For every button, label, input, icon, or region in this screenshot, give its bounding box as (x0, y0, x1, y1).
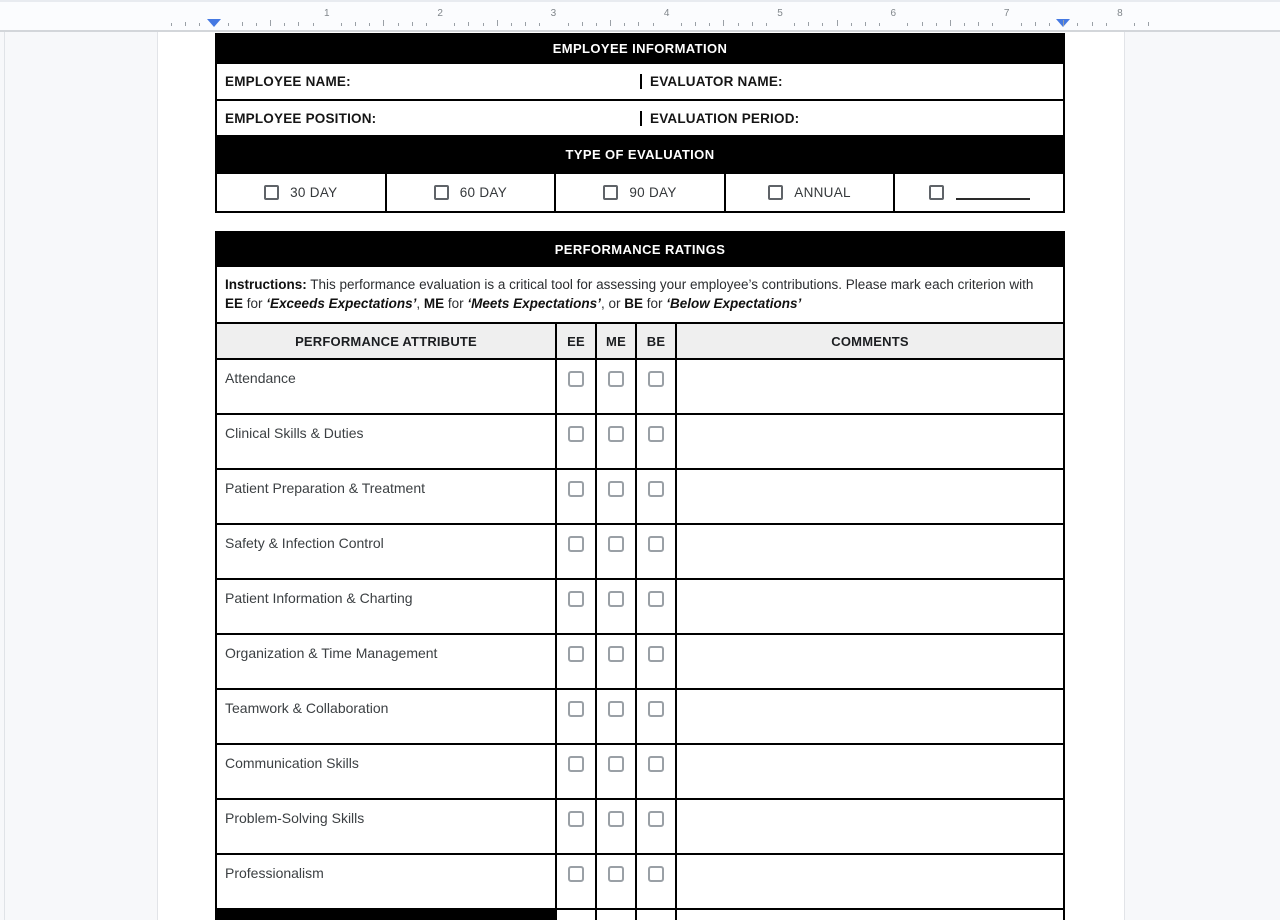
rating-cell-me (595, 525, 635, 578)
employee-position-label: EMPLOYEE POSITION: (225, 110, 377, 126)
rating-cell-ee (555, 470, 595, 523)
instructions-segment: ‘Exceeds Expectations’ (266, 296, 417, 311)
partial-cell-comments (675, 910, 1063, 920)
type-option-cell[interactable] (893, 174, 1063, 211)
rating-cell-ee (555, 800, 595, 853)
rating-cell-me (595, 360, 635, 413)
employee-name-label: EMPLOYEE NAME: (225, 74, 351, 89)
ruler-tick (525, 22, 526, 26)
performance-ratings-table (215, 231, 1065, 920)
attribute-row (217, 688, 1063, 743)
rating-cell-be (635, 745, 675, 798)
next-section-header-bar (217, 910, 555, 920)
checkbox[interactable] (434, 185, 449, 200)
employee-info-table (215, 33, 1065, 213)
checkbox-be[interactable] (648, 591, 664, 607)
ruler-tick (978, 22, 979, 26)
ruler-tick (483, 23, 484, 26)
attribute-label[interactable]: Clinical Skills & Duties (225, 425, 364, 441)
ruler-number: 8 (1117, 8, 1123, 19)
ruler-tick (497, 20, 498, 26)
column-header-me: ME (595, 324, 635, 358)
ruler-tick (879, 23, 880, 26)
ruler-tick (950, 20, 951, 26)
checkbox-ee[interactable] (568, 591, 584, 607)
performance-ratings-header: PERFORMANCE RATINGS (217, 233, 1063, 265)
checkbox-ee[interactable] (568, 701, 584, 717)
evaluation-period-cell[interactable] (640, 111, 1063, 126)
ruler-tick (313, 23, 314, 26)
ruler-tick (1021, 23, 1022, 26)
rating-cell-ee (555, 580, 595, 633)
partial-cell-ee (555, 910, 595, 920)
attribute-row (217, 413, 1063, 468)
ruler-tick (185, 22, 186, 26)
checkbox[interactable] (264, 185, 279, 200)
attribute-label[interactable]: Organization & Time Management (225, 645, 438, 661)
type-option-cell[interactable] (385, 174, 555, 211)
comments-cell[interactable] (675, 470, 1063, 523)
ruler-tick (964, 23, 965, 26)
comments-cell[interactable] (675, 580, 1063, 633)
checkbox-be[interactable] (648, 701, 664, 717)
ruler-tick (766, 23, 767, 26)
instructions-segment: This performance evaluation is a critical tool for assessing your employee’s contributions. Please mark each criterion with (306, 277, 1034, 292)
rating-cell-be (635, 855, 675, 908)
ruler-tick (723, 20, 724, 26)
ruler-tick (568, 23, 569, 26)
type-options-row (217, 172, 1063, 211)
ruler-number: 4 (663, 8, 670, 19)
ruler-tick (539, 23, 540, 26)
ruler-tick (242, 22, 243, 26)
ruler-tick (468, 22, 469, 26)
ruler-tick (822, 23, 823, 26)
column-header-attribute: PERFORMANCE ATTRIBUTE (295, 333, 477, 349)
ruler-tick (851, 23, 852, 26)
checkbox-be[interactable] (648, 866, 664, 882)
rating-cell-be (635, 525, 675, 578)
ruler-tick (681, 23, 682, 26)
ruler-tick (1134, 23, 1135, 26)
instructions-segment: ME (423, 296, 445, 311)
checkbox-me[interactable] (608, 481, 624, 497)
ruler-tick (922, 22, 923, 26)
type-of-evaluation-header: TYPE OF EVALUATION (217, 135, 1063, 172)
ruler-tick (284, 23, 285, 26)
checkbox-ee[interactable] (568, 371, 584, 387)
type-option-label: 60 DAY (459, 185, 508, 200)
instructions-segment: Instructions: (225, 277, 307, 292)
rating-cell-me (595, 855, 635, 908)
type-option-cell[interactable] (724, 174, 894, 211)
ruler-tick (865, 22, 866, 26)
evaluation-period-label: EVALUATION PERIOD: (650, 110, 800, 126)
rating-cell-me (595, 745, 635, 798)
ruler-tick (709, 23, 710, 26)
ruler-tick (398, 23, 399, 26)
instructions-segment: BE (624, 296, 643, 311)
rating-cell-be (635, 690, 675, 743)
column-header-be: BE (635, 324, 675, 358)
comments-cell[interactable] (675, 745, 1063, 798)
rating-cell-me (595, 635, 635, 688)
instructions-segment: , (416, 296, 424, 311)
type-option-label: ANNUAL (794, 185, 851, 200)
employee-position-cell[interactable] (217, 111, 640, 126)
ruler-tick (794, 23, 795, 26)
rating-cell-be (635, 415, 675, 468)
ruler-number: 2 (437, 8, 443, 19)
ruler-tick (412, 22, 413, 26)
rating-cell-ee (555, 855, 595, 908)
left-indent-marker[interactable] (207, 19, 221, 27)
blank-write-in-line[interactable] (956, 185, 1030, 200)
ruler-tick (383, 20, 384, 26)
checkbox-be[interactable] (648, 646, 664, 662)
rating-cell-ee (555, 690, 595, 743)
attribute-label[interactable]: Professionalism (225, 865, 324, 881)
checkbox-be[interactable] (648, 536, 664, 552)
instructions-text[interactable] (217, 265, 1063, 322)
attribute-row (217, 578, 1063, 633)
comments-cell[interactable] (675, 635, 1063, 688)
ruler-tick (837, 20, 838, 26)
rating-cell-ee (555, 360, 595, 413)
rating-cell-be (635, 800, 675, 853)
evaluator-name-cell[interactable] (640, 74, 1063, 89)
viewport-left-line (4, 32, 5, 920)
ruler-tick (511, 23, 512, 26)
ruler-number: 7 (1003, 8, 1010, 19)
type-option-cell[interactable] (217, 174, 385, 211)
partial-cell-me (595, 910, 635, 920)
ruler-tick (936, 23, 937, 26)
instructions-segment: for (642, 296, 667, 311)
employee-info-header: EMPLOYEE INFORMATION (217, 35, 1063, 62)
ratings-column-header-row (217, 322, 1063, 358)
ruler-tick (992, 23, 993, 26)
partial-cell-be (635, 910, 675, 920)
checkbox-be[interactable] (648, 756, 664, 772)
ruler-tick (738, 23, 739, 26)
attribute-label[interactable]: Patient Information & Charting (225, 590, 413, 606)
checkbox-me[interactable] (608, 701, 624, 717)
ruler-tick (653, 23, 654, 26)
ruler-tick (752, 22, 753, 26)
ruler-tick (270, 20, 271, 26)
checkbox-ee[interactable] (568, 481, 584, 497)
toolbar-edge (0, 0, 1280, 32)
instructions-segment: for (444, 296, 468, 311)
ruler-tick (454, 23, 455, 26)
document-page[interactable] (157, 32, 1125, 920)
ruler-tick (355, 22, 356, 26)
checkbox-me[interactable] (608, 756, 624, 772)
checkbox-me[interactable] (608, 866, 624, 882)
checkbox-me[interactable] (608, 811, 624, 827)
checkbox-be[interactable] (648, 811, 664, 827)
type-option-label: 90 DAY (629, 185, 677, 200)
ruler-tick (1049, 23, 1050, 26)
rating-cell-me (595, 580, 635, 633)
rating-cell-be (635, 635, 675, 688)
ruler-tick (1077, 23, 1078, 26)
rating-cell-be (635, 580, 675, 633)
rating-cell-me (595, 415, 635, 468)
ruler-tick (298, 22, 299, 26)
ruler-tick (199, 23, 200, 26)
rating-cell-me (595, 800, 635, 853)
rating-cell-me (595, 690, 635, 743)
rating-cell-ee (555, 745, 595, 798)
attribute-label[interactable]: Teamwork & Collaboration (225, 700, 389, 716)
checkbox[interactable] (603, 185, 618, 200)
checkbox-ee[interactable] (568, 811, 584, 827)
ruler-tick (907, 23, 908, 26)
ruler-tick (596, 23, 597, 26)
ruler-tick (171, 23, 172, 26)
attribute-label[interactable]: Communication Skills (225, 755, 359, 771)
type-option-label: 30 DAY (290, 185, 338, 200)
checkbox-be[interactable] (648, 481, 664, 497)
evaluator-name-label: EVALUATOR NAME: (650, 74, 783, 89)
checkbox-be[interactable] (648, 371, 664, 387)
ruler-tick (369, 23, 370, 26)
attribute-row (217, 853, 1063, 908)
comments-cell[interactable] (675, 415, 1063, 468)
ruler-tick (1148, 22, 1149, 26)
instructions-segment: for (243, 296, 267, 311)
column-header-comments: COMMENTS (675, 324, 1063, 358)
rating-cell-be (635, 360, 675, 413)
ruler (0, 0, 1280, 30)
attribute-row (217, 633, 1063, 688)
ruler-tick (1035, 22, 1036, 26)
checkbox-me[interactable] (608, 591, 624, 607)
ruler-number: 5 (777, 8, 783, 19)
column-header-ee: EE (555, 324, 595, 358)
rating-cell-ee (555, 415, 595, 468)
checkbox-ee[interactable] (568, 536, 584, 552)
checkbox-ee[interactable] (568, 646, 584, 662)
ruler-tick (1106, 23, 1107, 26)
rating-cell-me (595, 470, 635, 523)
employee-name-cell[interactable] (217, 74, 640, 89)
instructions-segment: EE (225, 296, 244, 311)
ruler-tick (228, 23, 229, 26)
checkbox[interactable] (768, 185, 783, 200)
ruler-tick (256, 23, 257, 26)
attribute-row (217, 523, 1063, 578)
ruler-tick (1063, 20, 1064, 26)
attribute-row (217, 798, 1063, 853)
rating-cell-ee (555, 635, 595, 688)
type-option-cell[interactable] (554, 174, 724, 211)
checkbox[interactable] (929, 185, 944, 200)
instructions-segment: , or (600, 296, 625, 311)
ruler-tick (695, 22, 696, 26)
ratings-rows (217, 358, 1063, 908)
ruler-tick (610, 20, 611, 26)
comments-cell[interactable] (675, 855, 1063, 908)
ruler-tick (341, 23, 342, 26)
checkbox-ee[interactable] (568, 756, 584, 772)
attribute-row (217, 358, 1063, 413)
attribute-label[interactable]: Patient Preparation & Treatment (225, 480, 425, 496)
checkbox-ee[interactable] (568, 866, 584, 882)
ruler-tick (426, 23, 427, 26)
instructions-segment: ‘Meets Expectations’ (467, 296, 601, 311)
ruler-tick (638, 22, 639, 26)
comments-cell[interactable] (675, 525, 1063, 578)
instructions-segment: ‘Below Expectations’ (666, 296, 802, 311)
rating-cell-ee (555, 525, 595, 578)
attribute-label[interactable]: Safety & Infection Control (225, 535, 384, 551)
ruler-tick (582, 22, 583, 26)
attribute-row (217, 468, 1063, 523)
checkbox-ee[interactable] (568, 426, 584, 442)
ruler-number: 1 (324, 8, 330, 19)
ruler-number: 3 (550, 8, 557, 19)
ruler-tick (808, 22, 809, 26)
comments-cell[interactable] (675, 800, 1063, 853)
ruler-tick (624, 23, 625, 26)
ruler-tick (1092, 22, 1093, 26)
checkbox-me[interactable] (608, 536, 624, 552)
checkbox-be[interactable] (648, 426, 664, 442)
checkbox-me[interactable] (608, 646, 624, 662)
comments-cell[interactable] (675, 360, 1063, 413)
ruler-number: 6 (890, 8, 897, 19)
comments-cell[interactable] (675, 690, 1063, 743)
attribute-label[interactable]: Problem-Solving Skills (225, 810, 365, 826)
rating-cell-be (635, 470, 675, 523)
attribute-label[interactable]: Attendance (225, 370, 296, 386)
checkbox-me[interactable] (608, 426, 624, 442)
next-section-partial-row (217, 908, 1063, 920)
checkbox-me[interactable] (608, 371, 624, 387)
attribute-row (217, 743, 1063, 798)
